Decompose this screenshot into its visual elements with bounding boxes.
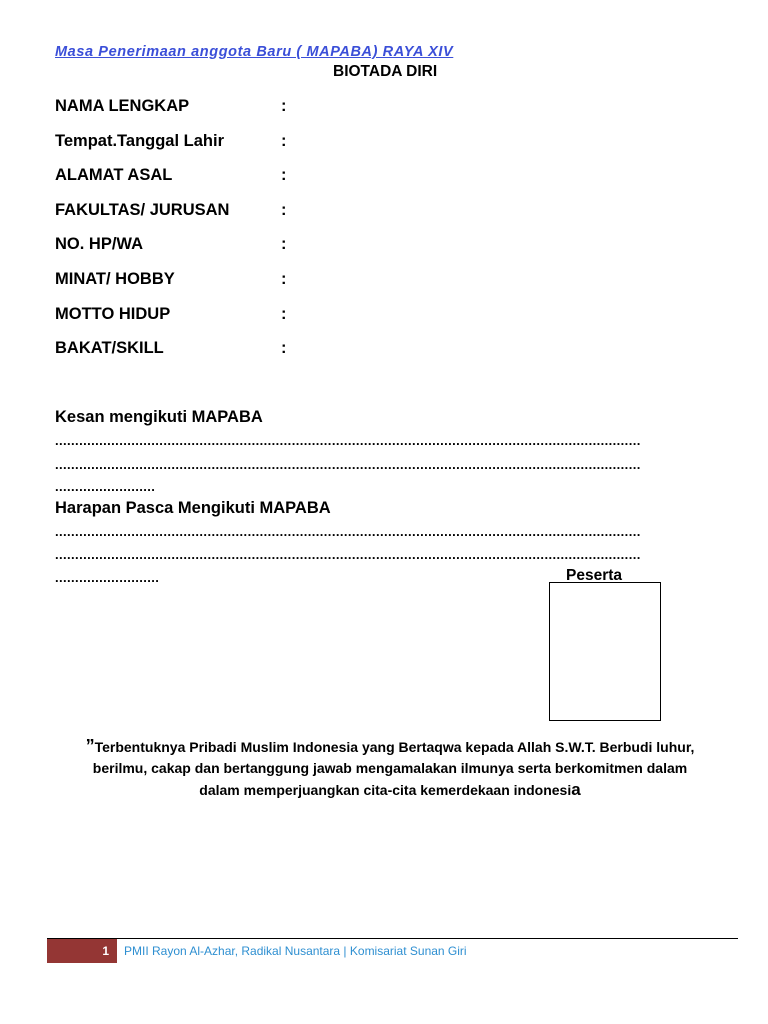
field-label-tempat-tanggal-lahir: Tempat.Tanggal Lahir xyxy=(55,132,224,150)
footer-page-number: 1 xyxy=(47,939,117,963)
motto-line-1: ”Terbentuknya Pribadi Muslim Indonesia yang Bertaqwa kepada Allah S.W.T. Berbudi luhur, xyxy=(85,736,695,756)
quote-mark: ” xyxy=(85,736,95,756)
kesan-dotted-line: .................................................................................................................................................. xyxy=(55,433,641,448)
motto-line-2: berilmu, cakap dan bertanggung jawab mengamalakan ilmunya serta berkomitmen dalam xyxy=(92,760,688,776)
field-label-minat: MINAT/ HOBBY xyxy=(55,270,175,288)
header-link[interactable]: Masa Penerimaan anggota Baru ( MAPABA) RAYA XIV xyxy=(55,44,454,60)
photo-label: Peserta xyxy=(566,567,623,584)
field-colon: : xyxy=(281,305,287,323)
field-colon: : xyxy=(281,132,287,150)
field-colon: : xyxy=(281,97,287,115)
harapan-heading: Harapan Pasca Mengikuti MAPABA xyxy=(55,499,331,517)
document-title: BIOTADA DIRI xyxy=(333,63,438,80)
field-label-fakultas: FAKULTAS/ JURUSAN xyxy=(55,201,230,219)
kesan-heading: Kesan mengikuti MAPABA xyxy=(55,408,263,426)
field-label-nama: NAMA LENGKAP xyxy=(55,97,190,115)
field-label-motto: MOTTO HIDUP xyxy=(55,305,171,323)
harapan-dotted-line: .................................................................................................................................................. xyxy=(55,547,641,562)
kesan-dotted-line: ......................... xyxy=(55,479,156,494)
motto-line-3: dalam memperjuangkan cita-cita kemerdekaan indonesia xyxy=(199,780,581,799)
field-colon: : xyxy=(281,235,287,253)
field-label-bakat: BAKAT/SKILL xyxy=(55,339,164,357)
field-colon: : xyxy=(281,270,287,288)
field-label-alamat: ALAMAT ASAL xyxy=(55,166,173,184)
photo-box xyxy=(549,582,661,721)
field-colon: : xyxy=(281,339,287,357)
harapan-dotted-line: .................................................................................................................................................. xyxy=(55,524,641,539)
harapan-dotted-line: .......................... xyxy=(55,570,160,585)
field-colon: : xyxy=(281,166,287,184)
field-colon: : xyxy=(281,201,287,219)
field-label-hp: NO. HP/WA xyxy=(55,235,144,253)
footer-text: PMII Rayon Al-Azhar, Radikal Nusantara | Komisariat Sunan Giri xyxy=(124,944,467,958)
footer-divider xyxy=(47,938,738,939)
kesan-dotted-line: .................................................................................................................................................. xyxy=(55,457,641,472)
motto-text xyxy=(40,736,740,801)
